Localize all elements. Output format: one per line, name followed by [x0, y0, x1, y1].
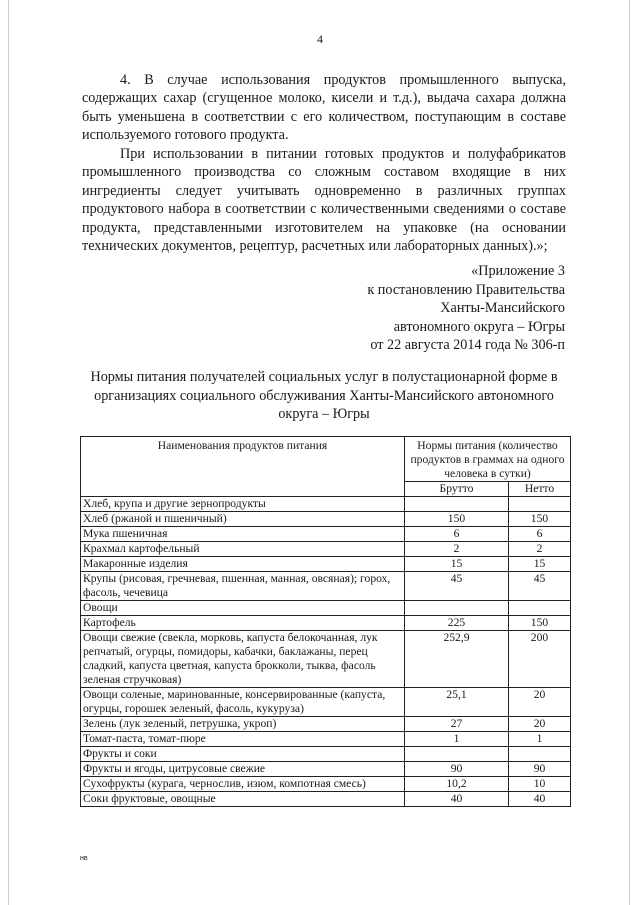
netto-cell [509, 497, 571, 512]
appendix-line: автономного округа – Югры [393, 318, 565, 335]
brutto-cell: 150 [405, 512, 509, 527]
netto-cell: 2 [509, 542, 571, 557]
netto-cell: 1 [509, 732, 571, 747]
netto-cell: 20 [509, 717, 571, 732]
brutto-cell: 2 [405, 542, 509, 557]
page-number: 4 [317, 32, 323, 46]
netto-cell: 45 [509, 572, 571, 601]
table-row [81, 762, 571, 777]
scan-edge-left [8, 0, 9, 905]
netto-cell: 150 [509, 616, 571, 631]
product-name-cell: Овощи [81, 601, 405, 616]
product-name-cell: Мука пшеничная [81, 527, 405, 542]
product-name-cell: Хлеб (ржаной и пшеничный) [81, 512, 405, 527]
appendix-line: Ханты-Мансийского [440, 300, 565, 317]
brutto-cell: 40 [405, 792, 509, 807]
table-row [81, 497, 571, 512]
product-name-cell: Фрукты и соки [81, 747, 405, 762]
table-row [81, 512, 571, 527]
product-name-cell: Сухофрукты (курага, чернослив, изюм, компотная смесь) [81, 777, 405, 792]
table-row [81, 688, 571, 717]
header-products: Наименования продуктов питания [81, 437, 405, 497]
table-row [81, 732, 571, 747]
netto-cell: 20 [509, 688, 571, 717]
appendix-line: «Приложение 3 [471, 263, 565, 279]
table-row [81, 777, 571, 792]
product-name-cell: Хлеб, крупа и другие зернопродукты [81, 497, 405, 512]
paragraph-semi-finished: При использовании в питании готовых продуктов и полуфабрикатов промышленного производства со сложным составом входящие в них ингредиенты следует учитывать одновременно в различных группах продуктового набора в соответствии с количественными сведениями о составе продукта, представленными изготовителем на упаковке (на основании технических документов, рецептур, расчетных или лабораторных данных).»; [82, 146, 566, 255]
product-name-cell: Фрукты и ягоды, цитрусовые свежие [81, 762, 405, 777]
product-name-cell: Макаронные изделия [81, 557, 405, 572]
brutto-cell: 225 [405, 616, 509, 631]
brutto-cell: 90 [405, 762, 509, 777]
brutto-cell: 10,2 [405, 777, 509, 792]
appendix-line: от 22 августа 2014 года № 306-п [370, 337, 565, 354]
header-brutto: Брутто [405, 482, 509, 497]
brutto-cell [405, 497, 509, 512]
brutto-cell [405, 747, 509, 762]
brutto-cell: 6 [405, 527, 509, 542]
brutto-cell: 25,1 [405, 688, 509, 717]
netto-cell: 150 [509, 512, 571, 527]
table-row [81, 542, 571, 557]
header-norms: Нормы питания (количество продуктов в граммах на одного человека в сутки) [405, 437, 571, 482]
product-name-cell: Зелень (лук зеленый, петрушка, укроп) [81, 717, 405, 732]
appendix-line: к постановлению Правительства [367, 281, 565, 298]
product-name-cell: Соки фруктовые, овощные [81, 792, 405, 807]
brutto-cell: 15 [405, 557, 509, 572]
brutto-cell: 1 [405, 732, 509, 747]
paragraph-sugar: 4. В случае использования продуктов промышленного выпуска, содержащих сахар (сгущенное молоко, кисели и т.д.), выдача сахара должна быть уменьшена в соответствии с его количеством, поступающим в составе используемого готового продукта. [82, 72, 566, 144]
table-header-row [81, 437, 571, 482]
scan-edge-right [629, 0, 630, 905]
netto-cell: 200 [509, 631, 571, 688]
brutto-cell: 27 [405, 717, 509, 732]
table-row [81, 616, 571, 631]
table-row [81, 557, 571, 572]
table-row [81, 601, 571, 616]
netto-cell: 10 [509, 777, 571, 792]
table-row [81, 792, 571, 807]
table-row [81, 631, 571, 688]
brutto-cell [405, 601, 509, 616]
nutrition-norms-table [80, 436, 571, 807]
brutto-cell: 45 [405, 572, 509, 601]
netto-cell: 90 [509, 762, 571, 777]
table-row [81, 527, 571, 542]
netto-cell: 15 [509, 557, 571, 572]
netto-cell [509, 601, 571, 616]
table-row [81, 717, 571, 732]
product-name-cell: Крахмал картофельный [81, 542, 405, 557]
appendix-header [305, 262, 565, 355]
product-name-cell: Крупы (рисовая, гречневая, пшенная, манная, овсяная); горох, фасоль, чечевица [81, 572, 405, 601]
netto-cell [509, 747, 571, 762]
table-row [81, 747, 571, 762]
table-title: Нормы питания получателей социальных услуг в полустационарной форме в организациях социального обслуживания Ханты-Мансийского автономного округа – Югры [90, 369, 558, 423]
product-name-cell: Овощи свежие (свекла, морковь, капуста белокочанная, лук репчатый, огурцы, помидоры, кабачки, баклажаны, перец сладкий, капуста цветная, капуста брокколи, тыква, фасоль зеленая стручковая) [81, 631, 405, 688]
netto-cell: 6 [509, 527, 571, 542]
brutto-cell: 252,9 [405, 631, 509, 688]
product-name-cell: Картофель [81, 616, 405, 631]
netto-cell: 40 [509, 792, 571, 807]
header-netto: Нетто [509, 482, 571, 497]
product-name-cell: Томат-паста, томат-пюре [81, 732, 405, 747]
table-row [81, 572, 571, 601]
product-name-cell: Овощи соленые, маринованные, консервированные (капуста, огурцы, горошек зеленый, фасоль, кукуруза) [81, 688, 405, 717]
footer-initials: нв [80, 855, 88, 862]
